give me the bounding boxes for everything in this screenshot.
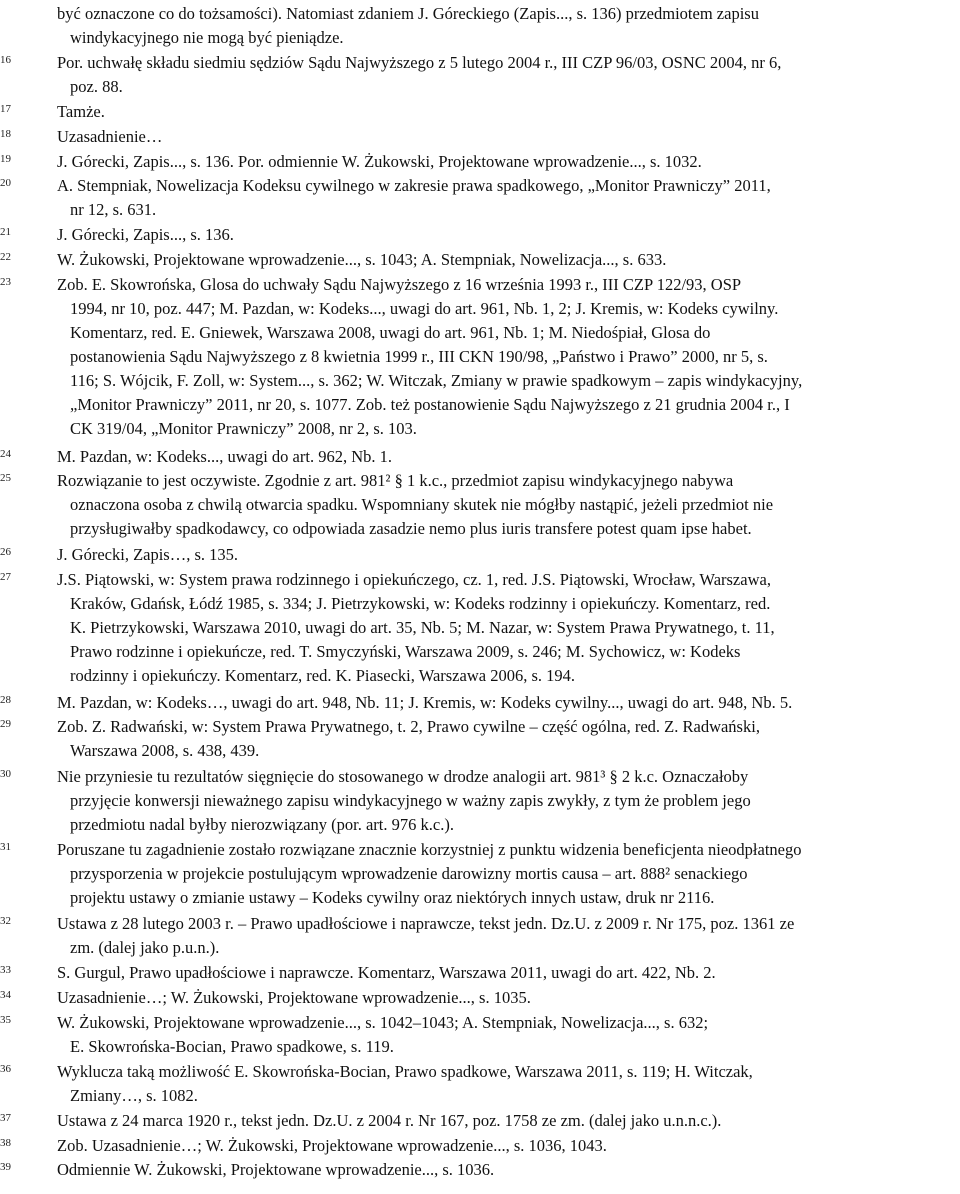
footnote-line: przedmiotu nadal byłby nierozwiązany (por. art. 976 k.c.). (70, 814, 454, 834)
footnote (57, 1109, 952, 1133)
footnote-line: Poruszane tu zagadnienie zostało rozwiązane znacznie korzystniej z punktu widzenia beneficjenta nieodpłatnego (57, 840, 802, 860)
footnote-line: poz. 88. (70, 77, 123, 97)
footnote-line: J.S. Piątowski, w: System prawa rodzinnego i opiekuńczego, cz. 1, red. J.S. Piątowski, Wrocław, Warszawa, (57, 569, 771, 589)
footnote-number: 18 (0, 128, 11, 140)
footnote-number: 38 (0, 1136, 11, 1149)
footnote (57, 125, 952, 149)
footnote-line: Nie przyniesie tu rezultatów sięgnięcie do stosowanego w drodze analogii art. 981³ § 2 k.c. Oznaczałoby (57, 766, 749, 786)
footnote (57, 1060, 952, 1108)
footnote (57, 961, 952, 985)
footnote-line: E. Skowrońska-Bocian, Prawo spadkowe, s. 119. (70, 1036, 394, 1056)
footnote-line: przysporzenia w projekcie postulującym wprowadzenie darowizny mortis causa – art. 888² senackiego (70, 864, 748, 884)
footnote-line: Ustawa z 28 lutego 2003 r. – Prawo upadłościowe i naprawcze, tekst jedn. Dz.U. z 2009 r. Nr 175, poz. 1361 ze (57, 914, 795, 934)
footnote-number: 27 (0, 570, 11, 583)
footnote (57, 715, 952, 763)
footnote (57, 150, 952, 174)
footnote-number: 19 (0, 152, 11, 165)
footnote-line: Rozwiązanie to jest oczywiste. Zgodnie z art. 981² § 1 k.c., przedmiot zapisu windykacyjnego nabywa (57, 471, 734, 491)
footnote-line: K. Pietrzykowski, Warszawa 2010, uwagi do art. 35, Nb. 5; M. Nazar, w: System Prawa Prywatnego, t. 11, (70, 617, 775, 637)
footnote-number: 26 (0, 546, 11, 559)
footnote-number: 35 (0, 1013, 11, 1026)
footnote-number: 30 (0, 767, 11, 780)
footnote (57, 469, 952, 541)
footnote (57, 445, 952, 469)
footnote-line: 1994, nr 10, poz. 447; M. Pazdan, w: Kodeks..., uwagi do art. 961, Nb. 1, 2; J. Kremis, w: Kodeks cywilny. (70, 298, 779, 318)
footnote-line: projektu ustawy o zmianie ustawy – Kodeks cywilny oraz niektórych innych ustaw, druk nr 2116. (70, 888, 715, 908)
footnote (57, 51, 952, 99)
footnote-line: Zob. Z. Radwański, w: System Prawa Prywatnego, t. 2, Prawo cywilne – część ogólna, red. Z. Radwański, (57, 717, 760, 737)
footnote-number: 28 (0, 693, 11, 706)
footnote-line: CK 319/04, „Monitor Prawniczy” 2008, nr 2, s. 103. (70, 418, 417, 438)
footnote-line: oznaczona osoba z chwilą otwarcia spadku. Wspomniany skutek nie mógłby nastąpić, jeżeli przedmiot nie (70, 495, 774, 515)
footnote (57, 543, 952, 567)
footnote-line: J. Górecki, Zapis…, s. 135. (57, 545, 239, 565)
footnote-line: W. Żukowski, Projektowane wprowadzenie..., s. 1043; A. Stempniak, Nowelizacja..., s. 633. (57, 250, 667, 269)
footnote-line: 116; S. Wójcik, F. Zoll, w: System..., s. 362; W. Witczak, Zmiany w prawie spadkowym – zapis windykacyjny, (70, 370, 803, 390)
footnote-number: 22 (0, 251, 11, 263)
footnote-number: 29 (0, 718, 11, 731)
footnote-line: Tamże. (57, 102, 105, 122)
footnote-line: M. Pazdan, w: Kodeks..., uwagi do art. 962, Nb. 1. (57, 446, 392, 466)
footnote-line: Wyklucza taką możliwość E. Skowrońska-Bocian, Prawo spadkowe, Warszawa 2011, s. 119; H. Witczak, (57, 1061, 753, 1081)
footnote (57, 273, 952, 441)
footnote (57, 1158, 952, 1182)
footnote-line: S. Gurgul, Prawo upadłościowe i naprawcze. Komentarz, Warszawa 2011, uwagi do art. 422, Nb. 2. (57, 963, 716, 983)
footnote-number: 36 (0, 1062, 11, 1075)
footnote-line: Por. uchwałę składu siedmiu sędziów Sądu Najwyższego z 5 lutego 2004 r., III CZP 96/03, OSNC 2004, nr 6, (57, 53, 782, 73)
footnote (57, 1134, 952, 1158)
footnote-line: Prawo rodzinne i opiekuńcze, red. T. Smyczyński, Warszawa 2009, s. 246; M. Sychowicz, w: Kodeks (70, 641, 741, 661)
footnote (57, 838, 952, 910)
footnote-line: Uzasadnienie… (57, 127, 163, 146)
footnote-line: Kraków, Gdańsk, Łódź 1985, s. 334; J. Pietrzykowski, w: Kodeks rodzinny i opiekuńczy. Komentarz, red. (70, 593, 771, 613)
footnote-line: Warszawa 2008, s. 438, 439. (70, 741, 260, 761)
footnote (57, 248, 952, 272)
footnote-number: 17 (0, 103, 11, 116)
footnote (57, 174, 952, 222)
footnote-line: Uzasadnienie…; W. Żukowski, Projektowane wprowadzenie..., s. 1035. (57, 988, 531, 1007)
footnote-line: M. Pazdan, w: Kodeks…, uwagi do art. 948, Nb. 11; J. Kremis, w: Kodeks cywilny..., uwagi do art. 948, Nb. 5. (57, 692, 793, 712)
footnote-line: nr 12, s. 631. (70, 200, 157, 220)
footnote (57, 1011, 952, 1059)
footnote-number: 39 (0, 1161, 11, 1174)
footnote-number: 34 (0, 989, 11, 1001)
footnote-number: 37 (0, 1112, 11, 1124)
footnote-line: windykacyjnego nie mogą być pieniądze. (70, 28, 344, 47)
footnote-number: 23 (0, 275, 11, 288)
footnote-line: Ustawa z 24 marca 1920 r., tekst jedn. Dz.U. z 2004 r. Nr 167, poz. 1758 ze zm. (dalej jako u.n.n.c.). (57, 1111, 722, 1130)
footnote-line: W. Żukowski, Projektowane wprowadzenie..., s. 1042–1043; A. Stempniak, Nowelizacja..., s. 632; (57, 1012, 709, 1032)
footnote-line: A. Stempniak, Nowelizacja Kodeksu cywilnego w zakresie prawa spadkowego, „Monitor Prawniczy” 2011, (57, 176, 771, 196)
footnote (57, 691, 952, 715)
footnote-line: J. Górecki, Zapis..., s. 136. (57, 225, 234, 245)
footnote-number: 16 (0, 54, 11, 67)
footnote-line: przyjęcie konwersji nieważnego zapisu windykacyjnego w ważny zapis zwykły, z tym że problem jego (70, 790, 751, 810)
footnote-number: 25 (0, 472, 11, 485)
footnote-number: 21 (0, 226, 11, 239)
footnote-number: 31 (0, 841, 11, 854)
footnote (57, 765, 952, 837)
footnote (57, 2, 952, 50)
footnote-number: 33 (0, 964, 11, 977)
footnote (57, 100, 952, 124)
footnote-number: 32 (0, 915, 11, 928)
footnote-line: zm. (dalej jako p.u.n.). (70, 938, 220, 958)
footnote-line: Zob. E. Skowrońska, Glosa do uchwały Sądu Najwyższego z 16 września 1993 r., III CZP 122/93, OSP (57, 274, 742, 294)
footnote-line: Odmiennie W. Żukowski, Projektowane wprowadzenie..., s. 1036. (57, 1160, 495, 1180)
footnote-line: rodzinny i opiekuńczy. Komentarz, red. K. Piasecki, Warszawa 2006, s. 194. (70, 665, 575, 685)
footnote (57, 912, 952, 960)
footnote (57, 986, 952, 1010)
footnote-line: Komentarz, red. E. Gniewek, Warszawa 2008, uwagi do art. 961, Nb. 1; M. Niedośpiał, Glosa do (70, 322, 711, 342)
footnote-number: 20 (0, 177, 11, 190)
footnote-line: być oznaczone co do tożsamości). Natomiast zdaniem J. Góreckiego (Zapis..., s. 136) przedmiotem zapisu (57, 4, 759, 23)
footnote (57, 223, 952, 247)
footnote-line: postanowienia Sądu Najwyższego z 8 kwietnia 1999 r., III CKN 190/98, „Państwo i Prawo” 2000, nr 5, s. (70, 346, 768, 366)
footnote-line: Zob. Uzasadnienie…; W. Żukowski, Projektowane wprowadzenie..., s. 1036, 1043. (57, 1135, 607, 1155)
footnote-line: „Monitor Prawniczy” 2011, nr 20, s. 1077. Zob. też postanowienie Sądu Najwyższego z 21 grudnia 2004 r., I (70, 394, 790, 414)
footnote-line: przysługiwałby spadkodawcy, co odpowiada zasadzie nemo plus iuris transfere potest quam ipse habet. (70, 519, 752, 539)
footnote-line: Zmiany…, s. 1082. (70, 1085, 198, 1105)
footnote-line: J. Górecki, Zapis..., s. 136. Por. odmiennie W. Żukowski, Projektowane wprowadzenie..., s. 1032. (57, 151, 702, 171)
footnote (57, 568, 952, 688)
footnote-number: 24 (0, 447, 11, 460)
